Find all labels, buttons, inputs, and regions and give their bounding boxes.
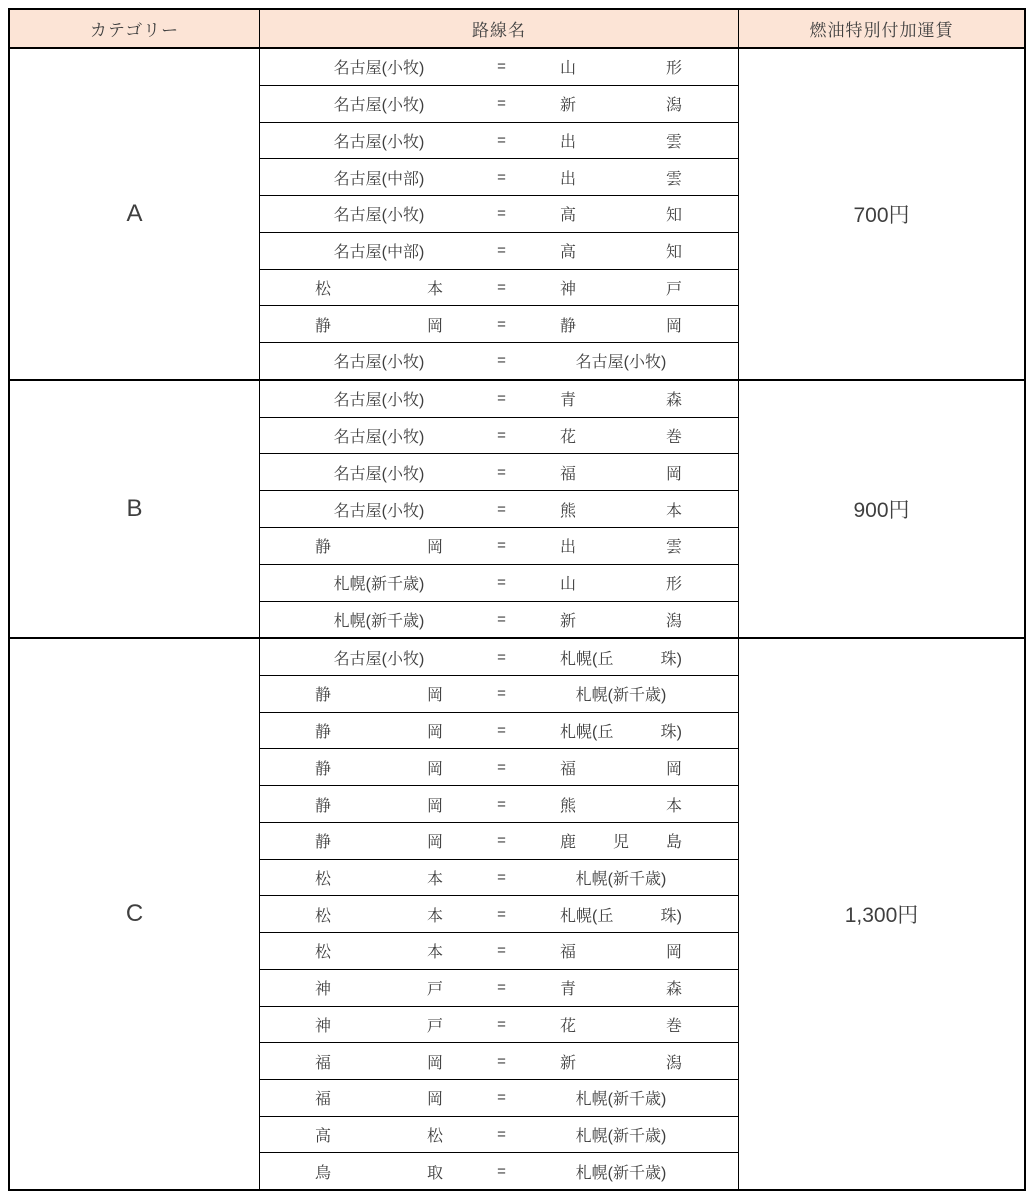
arrival-city xyxy=(560,608,682,631)
header-fuel-surcharge: 燃油特別付加運賃 xyxy=(809,21,954,40)
city-segment: 山 xyxy=(560,576,577,594)
city-segment: 鹿 xyxy=(560,834,577,852)
equals-separator: = xyxy=(497,537,506,555)
city-segment: 岡 xyxy=(426,760,443,778)
departure-city xyxy=(315,939,443,962)
departure-city xyxy=(315,1050,443,1073)
city-segment: 名古屋(小牧) xyxy=(333,97,425,115)
city-segment: 潟 xyxy=(665,1054,682,1072)
arrival-city xyxy=(560,166,682,189)
equals-separator: = xyxy=(497,758,506,776)
arrival-city xyxy=(560,461,682,484)
city-segment: 神 xyxy=(315,1017,332,1035)
equals-separator: = xyxy=(497,463,506,481)
city-segment: 雲 xyxy=(665,133,682,151)
departure-city xyxy=(315,1013,443,1036)
route-row xyxy=(260,233,738,270)
city-segment: 岡 xyxy=(665,465,682,483)
equals-separator: = xyxy=(497,1052,506,1070)
departure-city xyxy=(315,349,443,372)
city-segment: 知 xyxy=(665,207,682,225)
departure-city xyxy=(315,534,443,557)
city-segment: 出 xyxy=(560,170,577,188)
city-segment: 名古屋(小牧) xyxy=(333,465,425,483)
route-row xyxy=(260,749,738,786)
route-row xyxy=(260,49,738,86)
arrival-city xyxy=(560,349,682,372)
table-header-row xyxy=(10,10,1024,47)
equals-separator: = xyxy=(497,168,506,186)
city-segment: 本 xyxy=(665,502,682,520)
city-segment: 札幌(新千歳) xyxy=(575,1164,667,1182)
city-segment: 新 xyxy=(560,1054,577,1072)
city-segment: 名古屋(小牧) xyxy=(333,428,425,446)
city-segment: 本 xyxy=(426,944,443,962)
city-segment: 鳥 xyxy=(315,1164,332,1182)
departure-city xyxy=(315,276,443,299)
arrival-city xyxy=(560,239,682,262)
equals-separator: = xyxy=(497,685,506,703)
city-segment: 札幌(新千歳) xyxy=(575,1128,667,1146)
arrival-city xyxy=(560,498,682,521)
departure-city xyxy=(315,866,443,889)
equals-separator: = xyxy=(497,722,506,740)
city-segment: 花 xyxy=(560,1017,577,1035)
city-segment: 名古屋(小牧) xyxy=(575,354,667,372)
arrival-city xyxy=(560,276,682,299)
city-segment: 名古屋(小牧) xyxy=(333,207,425,225)
price-cell: 900円 xyxy=(853,499,910,523)
departure-city xyxy=(315,903,443,926)
routes-column xyxy=(260,639,739,1189)
route-row xyxy=(260,970,738,1007)
category-cell: A xyxy=(10,49,260,379)
city-segment: 島 xyxy=(665,834,682,852)
route-row xyxy=(260,565,738,602)
departure-city xyxy=(315,313,443,336)
equals-separator: = xyxy=(497,979,506,997)
arrival-city xyxy=(560,682,682,705)
table-body xyxy=(10,47,1024,1189)
route-row xyxy=(260,306,738,343)
city-segment: 静 xyxy=(560,317,577,335)
route-row xyxy=(260,1007,738,1044)
city-segment: 松 xyxy=(315,871,332,888)
departure-city xyxy=(315,55,443,78)
equals-separator: = xyxy=(497,869,506,886)
category-section-b xyxy=(10,379,1024,638)
route-row xyxy=(260,896,738,933)
city-segment: 福 xyxy=(560,465,577,483)
city-segment: 名古屋(小牧) xyxy=(333,354,425,372)
city-segment: 松 xyxy=(426,1128,443,1146)
departure-city xyxy=(315,571,443,594)
city-segment: 潟 xyxy=(665,97,682,115)
price-cell: 700円 xyxy=(853,203,910,227)
city-segment: 森 xyxy=(665,981,682,999)
city-segment: 福 xyxy=(315,1054,332,1072)
city-segment: 高 xyxy=(560,244,577,262)
route-row xyxy=(260,823,738,860)
arrival-city xyxy=(560,719,682,742)
arrival-city xyxy=(560,55,682,78)
route-row xyxy=(260,1153,738,1189)
arrival-city xyxy=(560,829,682,852)
routes-column xyxy=(260,49,739,379)
city-segment: 岡 xyxy=(426,317,443,335)
city-segment: 高 xyxy=(560,207,577,225)
city-segment: 静 xyxy=(315,797,332,815)
city-segment: 花 xyxy=(560,428,577,446)
category-cell: B xyxy=(10,381,260,638)
city-segment: 静 xyxy=(315,317,332,335)
arrival-city xyxy=(560,646,682,669)
equals-separator: = xyxy=(497,1015,506,1033)
city-segment: 出 xyxy=(560,539,577,557)
route-row xyxy=(260,1043,738,1080)
route-row xyxy=(260,713,738,750)
city-segment: 札幌(丘 xyxy=(560,650,614,668)
city-segment: 名古屋(小牧) xyxy=(333,60,425,78)
city-segment: 青 xyxy=(560,392,577,410)
city-segment: 戸 xyxy=(426,1017,443,1035)
city-segment: 児 xyxy=(612,834,629,852)
equals-separator: = xyxy=(497,131,506,149)
equals-separator: = xyxy=(497,352,506,370)
departure-city xyxy=(315,646,443,669)
route-row xyxy=(260,159,738,196)
city-segment: 静 xyxy=(315,834,332,852)
equals-separator: = xyxy=(497,905,506,923)
city-segment: 新 xyxy=(560,97,577,115)
city-segment: 松 xyxy=(315,944,332,962)
departure-city xyxy=(315,682,443,705)
departure-city xyxy=(315,424,443,447)
arrival-city xyxy=(560,1160,682,1183)
city-segment: 岡 xyxy=(426,724,443,742)
route-row xyxy=(260,381,738,418)
category-cell: C xyxy=(10,639,260,1189)
city-segment: 静 xyxy=(315,760,332,778)
city-segment: 札幌(新千歳) xyxy=(575,871,667,888)
equals-separator: = xyxy=(497,1162,506,1180)
equals-separator: = xyxy=(497,795,506,813)
city-segment: 松 xyxy=(315,280,332,298)
departure-city xyxy=(315,1086,443,1109)
route-row xyxy=(260,1117,738,1154)
equals-separator: = xyxy=(497,1089,506,1107)
city-segment: 岡 xyxy=(426,687,443,705)
route-row xyxy=(260,343,738,379)
route-row xyxy=(260,860,738,897)
city-segment: 福 xyxy=(560,760,577,778)
departure-city xyxy=(315,793,443,816)
city-segment: 戸 xyxy=(426,981,443,999)
category-section-c xyxy=(10,637,1024,1189)
arrival-city xyxy=(560,793,682,816)
equals-separator: = xyxy=(497,648,506,666)
city-segment: 本 xyxy=(426,871,443,888)
city-segment: 出 xyxy=(560,133,577,151)
city-segment: 戸 xyxy=(665,280,682,298)
city-segment: 松 xyxy=(315,907,332,925)
arrival-city xyxy=(560,1086,682,1109)
city-segment: 名古屋(中部) xyxy=(333,170,425,188)
arrival-city xyxy=(560,903,682,926)
departure-city xyxy=(315,202,443,225)
equals-separator: = xyxy=(497,205,506,223)
arrival-city xyxy=(560,202,682,225)
equals-separator: = xyxy=(497,58,506,76)
arrival-city xyxy=(560,939,682,962)
equals-separator: = xyxy=(497,242,506,260)
city-segment: 岡 xyxy=(426,539,443,557)
routes-column xyxy=(260,381,739,638)
equals-separator: = xyxy=(497,315,506,333)
arrival-city xyxy=(560,866,682,889)
route-row xyxy=(260,639,738,676)
route-row xyxy=(260,676,738,713)
city-segment: 神 xyxy=(560,280,577,298)
departure-city xyxy=(315,239,443,262)
header-route-name: 路線名 xyxy=(260,10,739,47)
equals-separator: = xyxy=(497,95,506,113)
route-row xyxy=(260,418,738,455)
city-segment: 札幌(新千歳) xyxy=(575,1091,667,1109)
departure-city xyxy=(315,166,443,189)
city-segment: 名古屋(小牧) xyxy=(333,502,425,520)
route-row xyxy=(260,491,738,528)
city-segment: 名古屋(小牧) xyxy=(333,650,425,668)
arrival-city xyxy=(560,129,682,152)
route-row xyxy=(260,786,738,823)
arrival-city xyxy=(560,1050,682,1073)
city-segment: 岡 xyxy=(426,797,443,815)
departure-city xyxy=(315,976,443,999)
route-row xyxy=(260,123,738,160)
city-segment: 神 xyxy=(315,981,332,999)
city-segment: 形 xyxy=(665,60,682,78)
fuel-surcharge-table xyxy=(8,8,1026,1191)
city-segment: 珠) xyxy=(660,907,682,925)
departure-city xyxy=(315,756,443,779)
city-segment: 名古屋(中部) xyxy=(333,244,425,262)
departure-city xyxy=(315,719,443,742)
city-segment: 熊 xyxy=(560,797,577,815)
departure-city xyxy=(315,829,443,852)
arrival-city xyxy=(560,1013,682,1036)
city-segment: 新 xyxy=(560,612,577,630)
equals-separator: = xyxy=(497,832,506,850)
city-segment: 雲 xyxy=(665,170,682,188)
route-row xyxy=(260,528,738,565)
departure-city xyxy=(315,1160,443,1183)
city-segment: 岡 xyxy=(426,1054,443,1072)
route-row xyxy=(260,602,738,638)
route-row xyxy=(260,270,738,307)
departure-city xyxy=(315,129,443,152)
city-segment: 本 xyxy=(665,797,682,815)
equals-separator: = xyxy=(497,942,506,960)
route-row xyxy=(260,1080,738,1117)
city-segment: 札幌(丘 xyxy=(560,724,614,742)
city-segment: 珠) xyxy=(660,724,682,742)
city-segment: 岡 xyxy=(665,944,682,962)
route-row xyxy=(260,454,738,491)
city-segment: 巻 xyxy=(665,1017,682,1035)
city-segment: 珠) xyxy=(660,650,682,668)
arrival-city xyxy=(560,534,682,557)
city-segment: 静 xyxy=(315,539,332,557)
city-segment: 静 xyxy=(315,724,332,742)
city-segment: 熊 xyxy=(560,502,577,520)
departure-city xyxy=(315,92,443,115)
city-segment: 岡 xyxy=(665,760,682,778)
route-row xyxy=(260,196,738,233)
city-segment: 名古屋(小牧) xyxy=(333,133,425,151)
equals-separator: = xyxy=(497,610,506,628)
city-segment: 知 xyxy=(665,244,682,262)
equals-separator: = xyxy=(497,500,506,518)
departure-city xyxy=(315,498,443,521)
city-segment: 潟 xyxy=(665,612,682,630)
arrival-city xyxy=(560,571,682,594)
city-segment: 本 xyxy=(426,280,443,298)
arrival-city xyxy=(560,1123,682,1146)
route-row xyxy=(260,933,738,970)
route-row xyxy=(260,86,738,123)
departure-city xyxy=(315,461,443,484)
city-segment: 高 xyxy=(315,1128,332,1146)
city-segment: 岡 xyxy=(665,317,682,335)
equals-separator: = xyxy=(497,278,506,296)
arrival-city xyxy=(560,976,682,999)
price-cell: 1,300円 xyxy=(844,904,919,928)
departure-city xyxy=(315,387,443,410)
city-segment: 雲 xyxy=(665,539,682,557)
city-segment: 名古屋(小牧) xyxy=(333,392,425,410)
arrival-city xyxy=(560,424,682,447)
departure-city xyxy=(315,608,443,631)
category-section-a xyxy=(10,47,1024,379)
city-segment: 本 xyxy=(426,907,443,925)
city-segment: 福 xyxy=(315,1091,332,1109)
equals-separator: = xyxy=(497,574,506,592)
arrival-city xyxy=(560,313,682,336)
arrival-city xyxy=(560,387,682,410)
city-segment: 森 xyxy=(665,392,682,410)
city-segment: 福 xyxy=(560,944,577,962)
city-segment: 札幌(新千歳) xyxy=(333,612,425,630)
departure-city xyxy=(315,1123,443,1146)
arrival-city xyxy=(560,756,682,779)
city-segment: 取 xyxy=(426,1164,443,1182)
city-segment: 巻 xyxy=(665,428,682,446)
city-segment: 静 xyxy=(315,687,332,705)
city-segment: 札幌(新千歳) xyxy=(333,576,425,594)
city-segment: 岡 xyxy=(426,1091,443,1109)
city-segment: 山 xyxy=(560,60,577,78)
equals-separator: = xyxy=(497,1126,506,1144)
equals-separator: = xyxy=(497,426,506,444)
city-segment: 札幌(新千歳) xyxy=(575,687,667,705)
city-segment: 札幌(丘 xyxy=(560,907,614,925)
city-segment: 岡 xyxy=(426,834,443,852)
arrival-city xyxy=(560,92,682,115)
city-segment: 形 xyxy=(665,576,682,594)
header-category: カテゴリー xyxy=(10,10,260,47)
equals-separator: = xyxy=(497,390,506,408)
city-segment: 青 xyxy=(560,981,577,999)
